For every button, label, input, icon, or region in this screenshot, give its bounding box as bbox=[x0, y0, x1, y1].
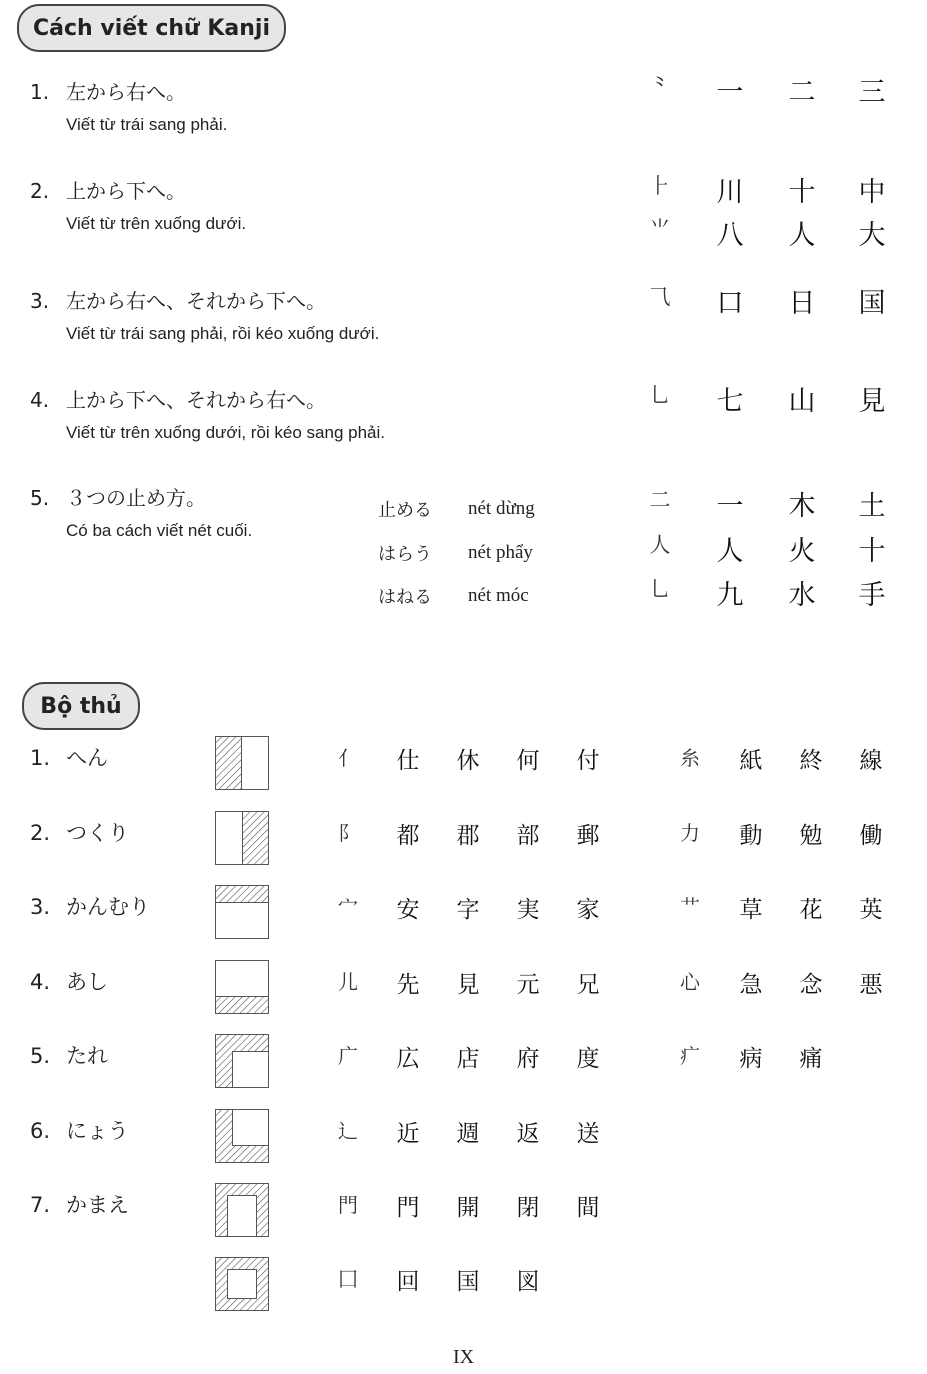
page-number: IX bbox=[452, 1346, 475, 1368]
rule-2 bbox=[30, 175, 630, 234]
kanji-example: 一 bbox=[716, 491, 744, 522]
radical-example-kanji: 英 bbox=[859, 897, 883, 923]
kanji-example: 土 bbox=[858, 491, 886, 522]
kanji-example: 三 bbox=[858, 77, 886, 108]
stroke-fragment: ⺃ bbox=[649, 383, 671, 407]
kanji-example: 火 bbox=[788, 536, 816, 567]
kanji-example: 十 bbox=[788, 177, 816, 208]
radical-example-kanji: 府 bbox=[516, 1046, 540, 1072]
radical-example-kanji: 度 bbox=[576, 1046, 600, 1072]
radical-example-kanji: 仕 bbox=[396, 748, 420, 774]
radical-example-kanji: 勉 bbox=[799, 823, 823, 849]
radical-example-kanji: 都 bbox=[396, 823, 420, 849]
radical-glyph: 亻 bbox=[338, 746, 358, 770]
radical-example-kanji: 花 bbox=[799, 897, 823, 923]
radical-example-kanji: 閉 bbox=[516, 1195, 540, 1221]
radical-glyph: 力 bbox=[680, 821, 700, 845]
radical-glyph: 糸 bbox=[680, 746, 700, 770]
radical-example-kanji: 先 bbox=[396, 972, 420, 998]
radical-example-kanji: 実 bbox=[516, 897, 540, 923]
rule-2-japanese: 2. 上から下へ。 bbox=[30, 179, 186, 203]
ending-stop-vi: nét dừng bbox=[468, 498, 535, 519]
radical-position-diagram bbox=[215, 811, 269, 865]
radical-type-label: 4. あし bbox=[30, 970, 108, 994]
radical-example-kanji: 字 bbox=[456, 897, 480, 923]
radical-glyph: 儿 bbox=[338, 970, 358, 994]
radical-position-diagram bbox=[215, 1183, 269, 1237]
radical-example-kanji: 痛 bbox=[799, 1046, 823, 1072]
rule-3-vietnamese: Viết từ trái sang phải, rồi kéo xuống dưới. bbox=[66, 324, 380, 343]
kanji-example: 一 bbox=[716, 77, 744, 108]
kanji-example: 大 bbox=[858, 220, 886, 251]
kanji-example: 九 bbox=[716, 580, 744, 611]
ending-sweep-vi: nét phẩy bbox=[468, 542, 533, 563]
radical-position-diagram bbox=[215, 736, 269, 790]
stroke-fragment: ⺌ bbox=[649, 217, 671, 241]
rule-5-japanese: 5. ３つの止め方。 bbox=[30, 486, 206, 510]
kanji-example: 人 bbox=[716, 536, 744, 567]
rule-2-vietnamese: Viết từ trên xuống dưới. bbox=[66, 214, 247, 233]
radical-example-kanji: 急 bbox=[739, 972, 763, 998]
stroke-fragment: ⼈ bbox=[649, 533, 671, 557]
kanji-example: 二 bbox=[788, 77, 816, 108]
radical-type-label: 6. にょう bbox=[30, 1119, 129, 1143]
stroke-fragment: ⺄ bbox=[649, 285, 671, 309]
radical-example-kanji: 開 bbox=[456, 1195, 480, 1221]
radical-example-kanji: 動 bbox=[739, 823, 763, 849]
radical-example-kanji: 病 bbox=[739, 1046, 763, 1072]
kanji-example: 手 bbox=[858, 580, 886, 611]
kanji-example: 人 bbox=[788, 220, 816, 251]
stroke-fragment: ⺀ bbox=[649, 74, 671, 98]
rule-3 bbox=[30, 285, 630, 344]
radical-glyph: 疒 bbox=[680, 1044, 700, 1068]
radical-example-kanji: 店 bbox=[456, 1046, 480, 1072]
rule-1-vietnamese: Viết từ trái sang phải. bbox=[66, 115, 228, 134]
radical-example-kanji: 念 bbox=[799, 972, 823, 998]
section-title-kanji-writing: Cách viết chữ Kanji bbox=[17, 4, 286, 52]
radical-glyph: 囗 bbox=[338, 1267, 358, 1291]
radical-example-kanji: 紙 bbox=[739, 748, 763, 774]
radical-example-kanji: 草 bbox=[739, 897, 763, 923]
rule-4 bbox=[30, 384, 630, 443]
radical-example-kanji: 送 bbox=[576, 1121, 600, 1147]
rule-4-japanese: 4. 上から下へ、それから右へ。 bbox=[30, 388, 326, 412]
stroke-fragment: ⼆ bbox=[649, 488, 671, 512]
radical-position-diagram bbox=[215, 885, 269, 939]
radical-example-kanji: 部 bbox=[516, 823, 540, 849]
kanji-example: 八 bbox=[716, 220, 744, 251]
kanji-example: 中 bbox=[858, 177, 886, 208]
section-title-radicals: Bộ thủ bbox=[22, 682, 140, 730]
radical-example-kanji: 休 bbox=[456, 748, 480, 774]
radical-type-label: 1. へん bbox=[30, 746, 108, 770]
radical-glyph: 宀 bbox=[338, 895, 358, 919]
kanji-example: 水 bbox=[788, 580, 816, 611]
rule-4-vietnamese: Viết từ trên xuống dưới, rồi kéo sang phải. bbox=[66, 423, 385, 442]
rule-1 bbox=[30, 76, 630, 135]
radical-example-kanji: 回 bbox=[396, 1269, 420, 1295]
radical-glyph: 心 bbox=[680, 970, 700, 994]
radical-example-kanji: 家 bbox=[576, 897, 600, 923]
radical-glyph: 艹 bbox=[680, 895, 700, 919]
kanji-example: 日 bbox=[788, 288, 816, 319]
ending-hook-jp: はねる bbox=[378, 587, 432, 608]
radical-glyph: 辶 bbox=[338, 1119, 358, 1143]
radical-example-kanji: 郡 bbox=[456, 823, 480, 849]
kanji-example: 七 bbox=[716, 386, 744, 417]
radical-glyph: 阝 bbox=[338, 821, 358, 845]
radical-glyph: 門 bbox=[338, 1193, 358, 1217]
stroke-fragment: ⺊ bbox=[649, 174, 671, 198]
radical-example-kanji: 間 bbox=[576, 1195, 600, 1221]
radical-example-kanji: 何 bbox=[516, 748, 540, 774]
kanji-example: 山 bbox=[788, 386, 816, 417]
radical-example-kanji: 悪 bbox=[859, 972, 883, 998]
radical-example-kanji: 働 bbox=[859, 823, 883, 849]
ending-hook-vi: nét móc bbox=[468, 585, 529, 606]
rule-1-japanese: 1. 左から右へ。 bbox=[30, 80, 186, 104]
rule-5 bbox=[30, 482, 630, 541]
kanji-example: 国 bbox=[858, 288, 886, 319]
radical-example-kanji: 広 bbox=[396, 1046, 420, 1072]
radical-position-diagram bbox=[215, 1257, 269, 1311]
radical-example-kanji: 終 bbox=[799, 748, 823, 774]
ending-sweep-jp: はらう bbox=[378, 544, 432, 565]
kanji-example: 十 bbox=[858, 536, 886, 567]
radical-position-diagram bbox=[215, 1109, 269, 1163]
radical-example-kanji: 兄 bbox=[576, 972, 600, 998]
rule-3-japanese: 3. 左から右へ、それから下へ。 bbox=[30, 289, 326, 313]
radical-type-label: 3. かんむり bbox=[30, 895, 150, 919]
radical-example-kanji: 郵 bbox=[576, 823, 600, 849]
radical-example-kanji: 返 bbox=[516, 1121, 540, 1147]
radical-position-diagram bbox=[215, 960, 269, 1014]
radical-example-kanji: 図 bbox=[516, 1269, 540, 1295]
radical-glyph: 广 bbox=[338, 1044, 358, 1068]
kanji-example: 口 bbox=[716, 288, 744, 319]
ending-stop-jp: 止める bbox=[378, 500, 432, 521]
rule-5-vietnamese: Có ba cách viết nét cuối. bbox=[66, 521, 253, 540]
radical-type-label: 7. かまえ bbox=[30, 1193, 129, 1217]
radical-example-kanji: 見 bbox=[456, 972, 480, 998]
kanji-example: 木 bbox=[788, 491, 816, 522]
radical-example-kanji: 付 bbox=[576, 748, 600, 774]
radical-type-label: 2. つくり bbox=[30, 821, 129, 845]
radical-type-label: 5. たれ bbox=[30, 1044, 108, 1068]
radical-example-kanji: 安 bbox=[396, 897, 420, 923]
radical-example-kanji: 近 bbox=[396, 1121, 420, 1147]
radical-example-kanji: 週 bbox=[456, 1121, 480, 1147]
kanji-example: 見 bbox=[858, 386, 886, 417]
kanji-example: 川 bbox=[716, 177, 744, 208]
radical-position-diagram bbox=[215, 1034, 269, 1088]
radical-example-kanji: 門 bbox=[396, 1195, 420, 1221]
radical-example-kanji: 線 bbox=[859, 748, 883, 774]
radical-example-kanji: 国 bbox=[456, 1269, 480, 1295]
stroke-fragment: ⺃ bbox=[649, 577, 671, 601]
radical-example-kanji: 元 bbox=[516, 972, 540, 998]
